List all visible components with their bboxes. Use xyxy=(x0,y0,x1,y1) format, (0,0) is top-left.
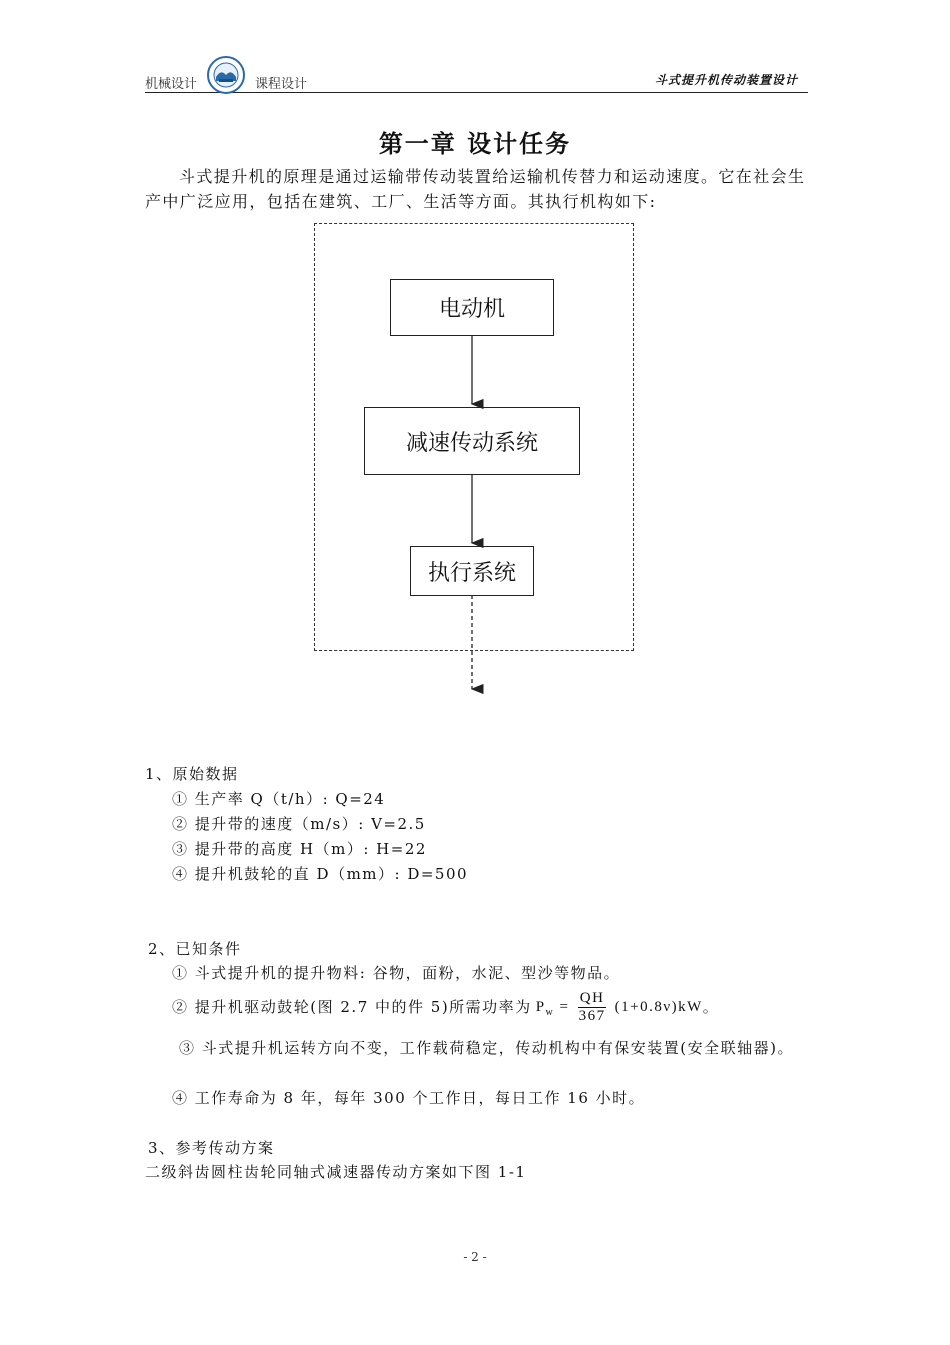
power-requirement-text: ② 提升机驱动鼓轮(图 2.7 中的件 5)所需功率为 xyxy=(172,998,532,1016)
section1-heading: 1、原始数据 xyxy=(145,765,239,783)
formula-subscript: w xyxy=(545,1006,555,1018)
formula-denominator: 367 xyxy=(578,1008,606,1024)
section3-text: 二级斜齿圆柱齿轮同轴式减速器传动方案如下图 1-1 xyxy=(145,1163,527,1181)
university-logo-icon xyxy=(203,55,249,95)
page-number: - 2 - xyxy=(463,1250,487,1264)
section2-heading: 2、已知条件 xyxy=(148,940,242,958)
section1-item-2: ② 提升带的速度（m/s）: V=2.5 xyxy=(172,815,426,833)
formula-fraction xyxy=(578,990,607,1025)
section2-item-3: ③ 斗式提升机运转方向不变，工作载荷稳定，传动机构中有保安装置(安全联轴器)。 xyxy=(179,1039,794,1057)
section3-heading: 3、参考传动方案 xyxy=(148,1139,275,1157)
reducer-box: 减速传动系统 xyxy=(364,407,580,475)
page-header xyxy=(145,66,808,93)
execution-box: 执行系统 xyxy=(410,546,534,596)
motor-box: 电动机 xyxy=(390,279,554,336)
header-document-title: 斗式提升机传动装置设计 xyxy=(654,73,798,87)
formula-numerator: QH xyxy=(579,990,605,1006)
section2-item-2 xyxy=(172,990,719,1025)
formula-lhs: P xyxy=(535,998,546,1015)
section2-item-1: ① 斗式提升机的提升物料: 谷物，面粉，水泥、型沙等物品。 xyxy=(172,964,621,982)
formula-period: 。 xyxy=(702,998,720,1016)
section2-item-4: ④ 工作寿命为 8 年，每年 300 个工作日，每日工作 16 小时。 xyxy=(172,1089,646,1107)
section1-item-1: ① 生产率 Q（t/h）: Q=24 xyxy=(172,790,386,808)
formula-equals: = xyxy=(559,998,570,1015)
section1-item-4: ④ 提升机鼓轮的直 D（mm）: D=500 xyxy=(172,865,469,883)
formula-tail: (1+0.8ν)kW xyxy=(614,998,703,1015)
header-course-name: 机械设计 xyxy=(145,76,198,92)
header-left xyxy=(145,69,307,95)
section1-item-3: ③ 提升带的高度 H（m）: H=22 xyxy=(172,840,427,858)
header-course-type: 课程设计 xyxy=(255,76,308,92)
power-formula xyxy=(536,990,703,1025)
diagram-arrows xyxy=(311,221,638,709)
chapter-title: 第一章 设计任务 xyxy=(378,129,572,158)
intro-paragraph: 斗式提升机的原理是通过运输带传动装置给运输机传替力和运动速度。它在社会生产中广泛应用，包括在建筑、工厂、生活等方面。其执行机构如下: xyxy=(145,167,806,211)
flow-diagram xyxy=(311,221,638,709)
